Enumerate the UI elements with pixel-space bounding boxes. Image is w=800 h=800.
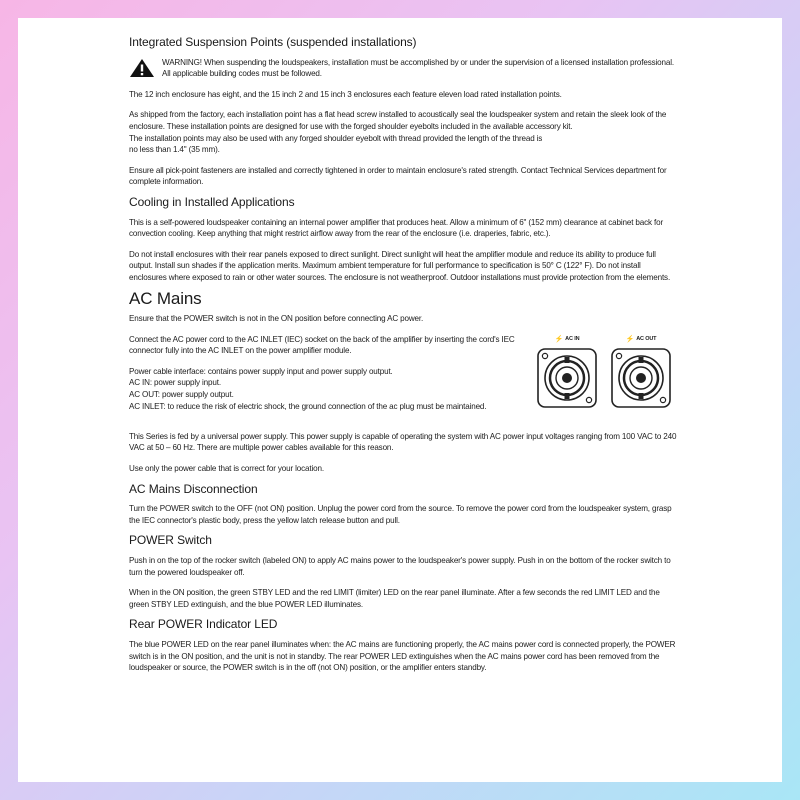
cooling-text-1: This is a self-powered loudspeaker containing an internal power amplifier that produces heat. Allow a minimum of 6" (152 mm) clearance at cabinet back for convection cooling. Keep anything that might restrict airflow away from the rear of the enclosure (i.e. draperies, fabric, etc.). [129,217,664,239]
warning-block [129,57,677,80]
suspension-eyebolt-line-a: As shipped from the factory, each installation point has a flat head screw installed to acoustically seal the loudspeaker system and retain the sleek look of the enclosure. These installation points are designed for use with the forged shoulder eyebolts included in the available accessory kit. [129,110,667,131]
ac-mains-text-2: Connect the AC power cord to the AC INLET (IEC) socket on the back of the amplifier by inserting the cord's IEC connector fully into the AC INLET on the power amplifier module. [129,334,515,356]
rear-led-heading: Rear POWER Indicator LED [129,617,278,632]
power-switch-heading: POWER Switch [129,533,212,548]
ac-line-in: AC IN: power supply input. [129,378,221,388]
ac-mains-text-3: This Series is fed by a universal power supply. This power supply is capable of operating the system with AC power input voltages ranging from 100 VAC to 240 VAC at 50 – 60 Hz. There are multiple power cables available for this reason. [129,431,677,453]
ac-line-interface: Power cable interface: contains power supply input and power supply output. [129,366,393,376]
power-switch-text-1: Push in on the top of the rocker switch (labeled ON) to apply AC mains power to the loudspeaker's power supply. Push in on the bottom of the rocker switch to turn the powered loudspeaker off. [129,556,671,577]
connector-figure [535,334,673,413]
warning-text: WARNING! When suspending the loudspeakers, installation must be accomplished by or under the supervision of a licensed installation professional. All applicable building codes must be followed. [162,57,674,79]
cooling-text-2: Do not install enclosures with their rear panels exposed to direct sunlight. Direct sunlight will heat the amplifier module and reduce its ability to produce full output. Install sun shades if the application merits. Maximum ambient temperature for full performance to specification is 50° C (122° F). Do not install enclosures where exposed to rain or other water sources. The enclosure is not weatherproof. Outdoor installations must provide protection from the elements. [129,249,671,282]
ac-in-label: AC IN [565,335,580,342]
ac-in-connector [535,334,599,413]
warning-icon [129,58,155,78]
rear-led-text: The blue POWER LED on the rear panel illuminates when: the AC mains are functioning properly, the AC mains power cord is connected properly, the POWER switch is in the ON position, and the unit is not in standby. The rear POWER LED extinguishes when the AC mains power cord has been removed from the loudspeaker or source, the POWER switch is in the off (not ON) position, or the amplifier enters standby. [129,640,676,673]
disconnection-heading: AC Mains Disconnection [129,481,258,496]
ac-out-connector [609,334,673,413]
cooling-heading: Cooling in Installed Applications [129,194,295,209]
ac-mains-text-1: Ensure that the POWER switch is not in the ON position before connecting AC power. [129,314,424,324]
suspension-eyebolt-text [129,109,677,155]
power-switch-text-2: When in the ON position, the green STBY LED and the red LIMIT (limiter) LED on the rear panel illuminate. After a few seconds the red LIMIT LED and the green STBY LED extinguish, and the blue POWER LED illuminates. [129,588,660,609]
ac-inlet-row [129,334,677,413]
ac-out-label: AC OUT [636,335,657,342]
ac-mains-text-4: Use only the power cable that is correct for your location. [129,464,324,474]
suspension-eyebolt-line-c: no less than 1.4" (35 mm). [129,145,220,155]
powercon-connector-icon [536,347,598,409]
suspension-eyebolt-line-b: The installation points may also be used with any forged shoulder eyebolt with thread provided the length of the thread is [129,133,543,143]
suspension-fasteners-text: Ensure all pick-point fasteners are installed and correctly tightened in order to maintain enclosure's rated strength. Contact Technical Services department for complete information. [129,165,667,187]
ac-inlet-text [129,334,527,413]
suspension-points-text: The 12 inch enclosure has eight, and the 15 inch 2 and 15 inch 3 enclosures each feature eleven load rated installation points. [129,89,562,99]
suspension-heading: Integrated Suspension Points (suspended installations) [129,35,417,49]
document-page [18,18,782,782]
lightning-icon: ⚡ [625,335,635,343]
lightning-icon: ⚡ [554,335,564,343]
disconnection-text: Turn the POWER switch to the OFF (not ON) position. Unplug the power cord from the source. To remove the power cord from the loudspeaker system, grasp the IEC connector's plastic body, press the yellow latch release button and pull. [129,504,672,525]
ac-mains-heading: AC Mains [129,288,202,308]
ac-line-out: AC OUT: power supply output. [129,390,234,400]
document-content [129,32,677,683]
powercon-connector-icon [610,347,672,409]
ac-line-inlet: AC INLET: to reduce the risk of electric shock, the ground connection of the ac plug must be maintained. [129,401,487,411]
